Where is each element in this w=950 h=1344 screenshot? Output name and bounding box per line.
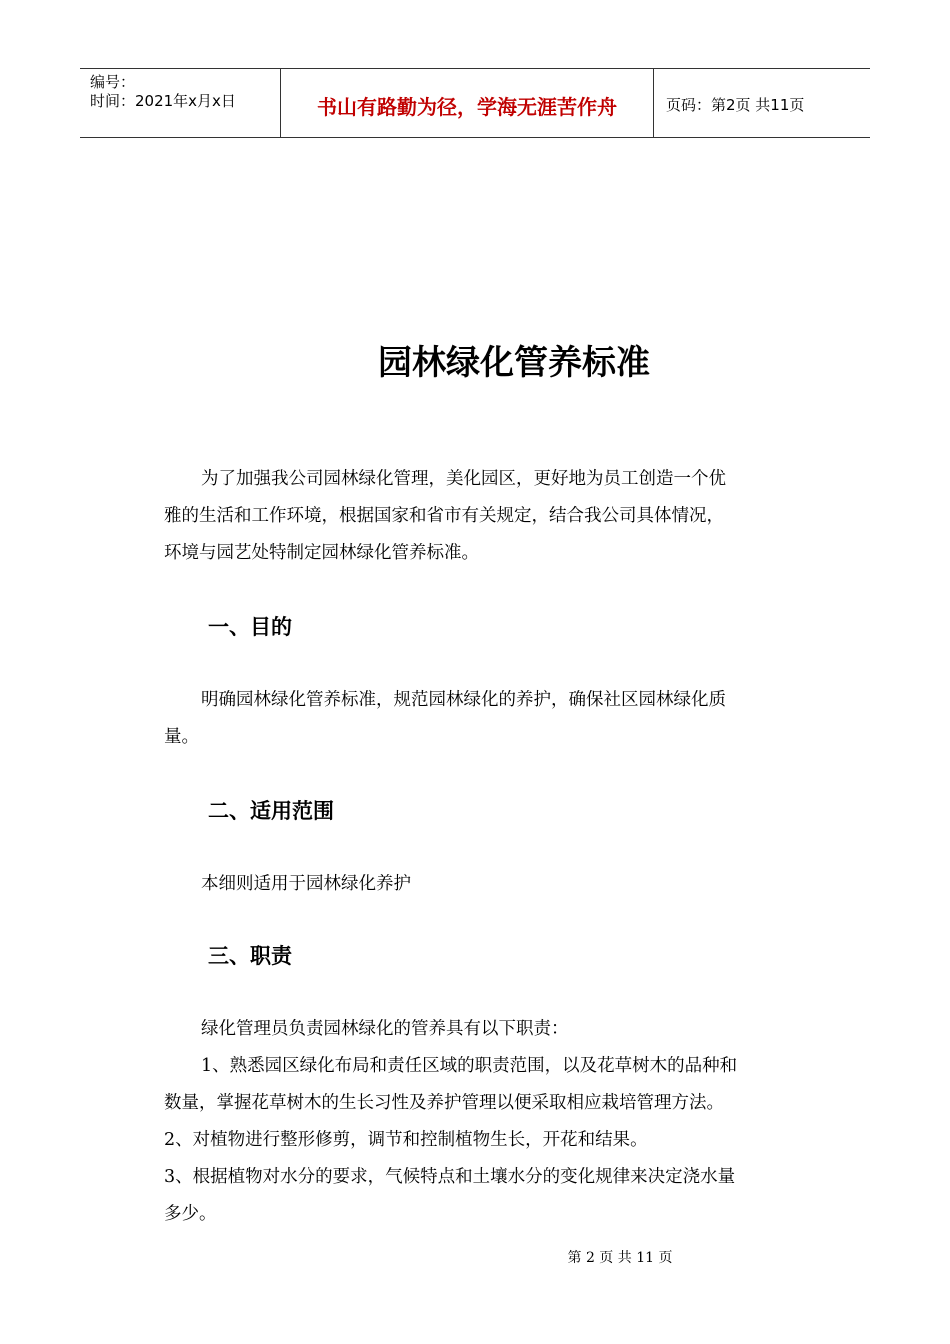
document-time-label: 时间：2021年x月x日: [90, 92, 236, 110]
body-line: 2、对植物进行整形修剪，调节和控制植物生长，开花和结果。: [164, 1130, 648, 1150]
body-line: 绿化管理员负责园林绿化的管养具有以下职责：: [201, 1019, 569, 1039]
document-number-label: 编号：: [90, 73, 136, 91]
section-body-scope: [164, 866, 788, 903]
intro-line: 环境与园艺处特制定园林绿化管养标准。: [164, 543, 479, 563]
section-heading-duties: 三、职责: [208, 944, 292, 968]
header-motto-cell: [281, 69, 654, 137]
document-header: [80, 68, 870, 138]
section-body-duties: [164, 1011, 788, 1233]
header-motto: 书山有路勤为径，学海无涯苦作舟: [317, 95, 617, 119]
body-line: 本细则适用于园林绿化养护: [201, 874, 411, 894]
body-line: 多少。: [164, 1204, 217, 1224]
body-line: 明确园林绿化管养标准，规范园林绿化的养护，确保社区园林绿化质: [201, 690, 726, 710]
body-line: 量。: [164, 727, 199, 747]
header-page-cell: [654, 69, 870, 137]
intro-paragraph: [164, 461, 788, 572]
page-footer: 第 2 页 共 11 页: [567, 1250, 673, 1266]
section-heading-purpose: 一、目的: [208, 615, 292, 639]
section-heading-scope: 二、适用范围: [208, 799, 334, 823]
body-line: 1、熟悉园区绿化布局和责任区域的职责范围，以及花草树木的品种和: [201, 1056, 738, 1076]
header-page-info: 页码：第2页 共11页: [666, 96, 805, 114]
body-line: 数量，掌握花草树木的生长习性及养护管理以便采取相应栽培管理方法。: [164, 1093, 724, 1113]
intro-line: 为了加强我公司园林绿化管理，美化园区，更好地为员工创造一个优: [201, 469, 726, 489]
page-title: 园林绿化管养标准: [378, 343, 650, 383]
section-body-purpose: [164, 682, 788, 756]
body-line: 3、根据植物对水分的要求，气候特点和土壤水分的变化规律来决定浇水量: [164, 1167, 736, 1187]
intro-line: 雅的生活和工作环境，根据国家和省市有关规定，结合我公司具体情况，: [164, 506, 724, 526]
header-meta-cell: [80, 69, 281, 137]
